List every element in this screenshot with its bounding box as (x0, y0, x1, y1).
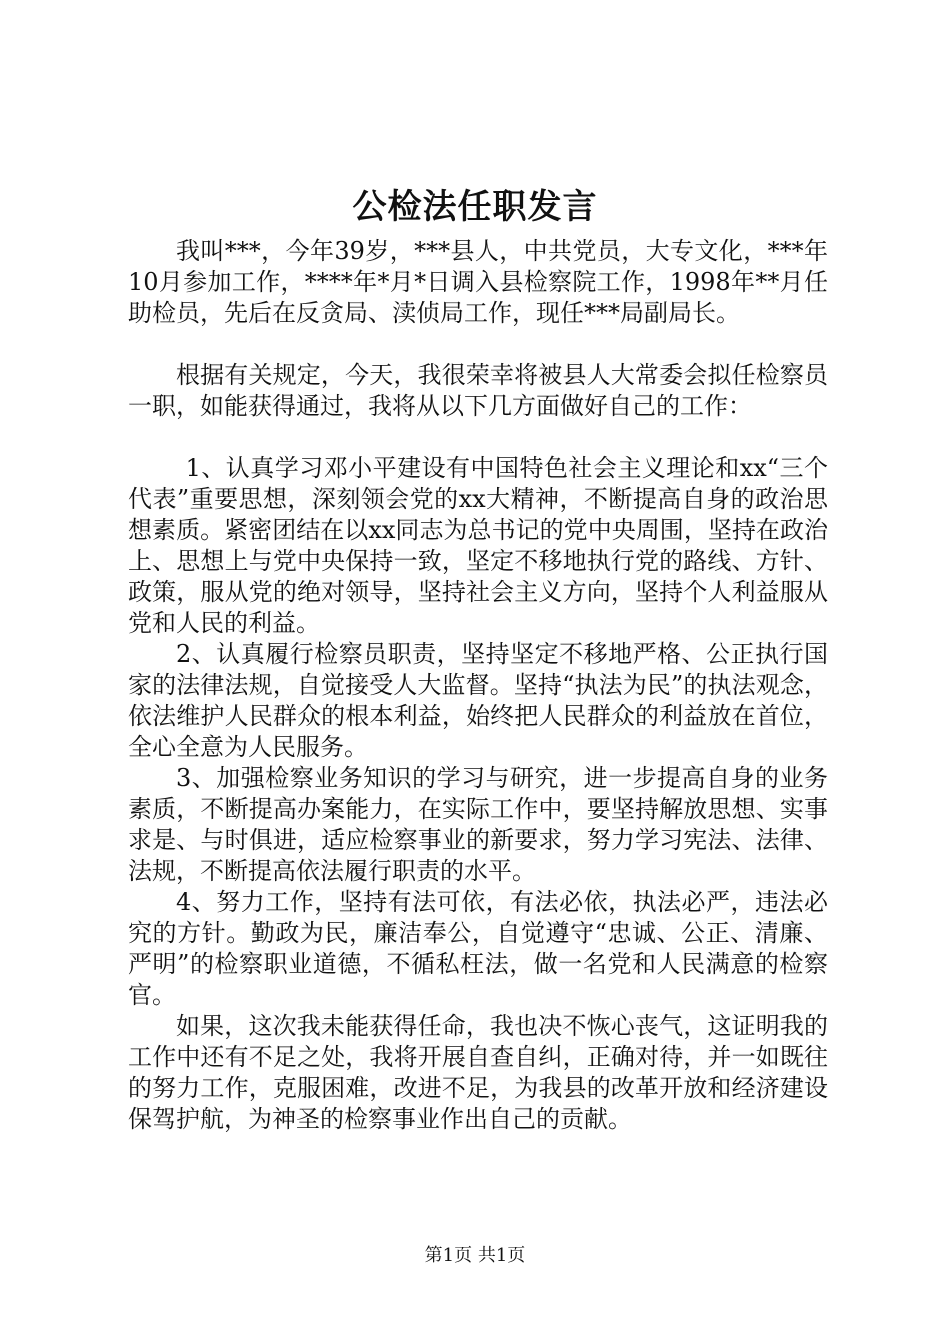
paragraph-gap (128, 422, 828, 453)
paragraph-intro: 我叫***，今年39岁，***县人，中共党员，大专文化，***年10月参加工作，****年*月*日调入县检察院工作，1998年**月任助检员，先后在反贪局、渎侦局工作，现任***局副局长。 (128, 237, 828, 327)
paragraph-closing: 如果，这次我未能获得任命，我也决不恢心丧气，这证明我的工作中还有不足之处，我将开展自查自纠，正确对待，并一如既往的努力工作，克服困难，改进不足，为我县的改革开放和经济建设保驾护航，为神圣的检察事业作出自己的贡献。 (128, 1012, 828, 1133)
document-title: 公检法任职发言 (352, 187, 598, 227)
paragraph-item-4: 4、努力工作，坚持有法可依，有法必依，执法必严，违法必究的方针。勤政为民，廉洁奉公，自觉遵守“忠诚、公正、清廉、严明”的检察职业道德，不循私枉法，做一名党和人民满意的检察官。 (128, 888, 828, 1009)
paragraph-gap (128, 329, 828, 360)
paragraph-item-2: 2、认真履行检察员职责，坚持坚定不移地严格、公正执行国家的法律法规，自觉接受人大监督。坚持“执法为民”的执法观念，依法维护人民群众的根本利益，始终把人民群众的利益放在首位，全心全意为人民服务。 (128, 640, 828, 761)
paragraph-item-1: 1、认真学习邓小平建设有中国特色社会主义理论和xx“三个代表”重要思想，深刻领会党的xx大精神，不断提高自身的政治思想素质。紧密团结在以xx同志为总书记的党中央周围，坚持在政治上、思想上与党中央保持一致，坚定不移地执行党的路线、方针、政策，服从党的绝对领导，坚持社会主义方向，坚持个人利益服从党和人民的利益。 (128, 454, 828, 637)
paragraph-statement: 根据有关规定，今天，我很荣幸将被县人大常委会拟任检察员一职，如能获得通过，我将从以下几方面做好自己的工作： (128, 361, 828, 420)
page-footer: 第1页 共1页 (424, 1245, 526, 1266)
paragraph-item-3: 3、加强检察业务知识的学习与研究，进一步提高自身的业务素质，不断提高办案能力，在实际工作中，要坚持解放思想、实事求是、与时俱进，适应检察事业的新要求，努力学习宪法、法律、法规，不断提高依法履行职责的水平。 (128, 764, 828, 885)
document-body (128, 236, 828, 1135)
